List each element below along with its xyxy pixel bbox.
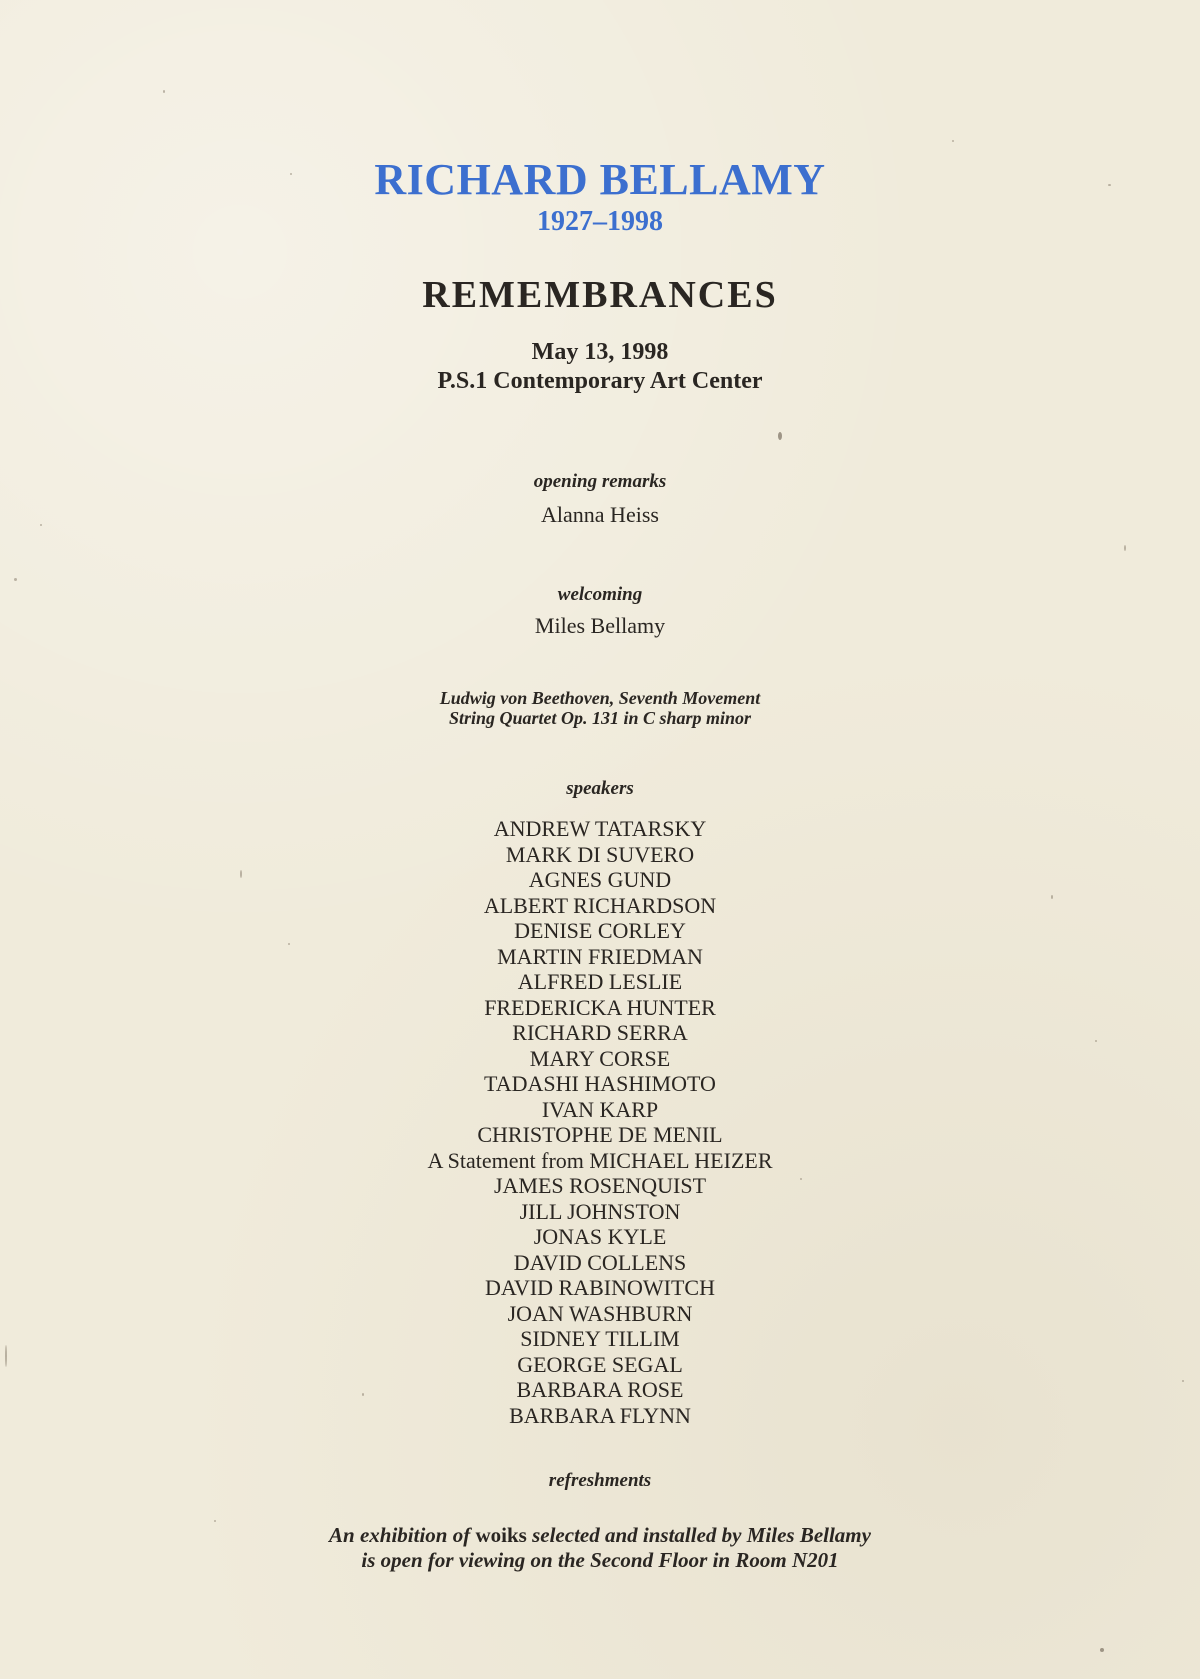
welcoming-person: Miles Bellamy <box>534 613 666 638</box>
speaker-name: MARY CORSE <box>529 1045 671 1071</box>
paper-fleck <box>778 432 782 440</box>
music-line-1: Ludwig von Beethoven, Seventh Movement <box>439 688 761 708</box>
exhibition-note-typo: woiks <box>475 1523 527 1547</box>
speaker-name: JILL JOHNSTON <box>519 1198 681 1224</box>
exhibition-note-part: selected and installed by Miles Bellamy <box>532 1523 871 1547</box>
music-line-2: String Quartet Op. 131 in C sharp minor <box>448 708 752 728</box>
honoree-name: RICHARD BELLAMY <box>374 155 826 204</box>
event-title: REMEMBRANCES <box>422 274 778 316</box>
speaker-name: GEORGE SEGAL <box>517 1351 683 1377</box>
speaker-name: DAVID RABINOWITCH <box>485 1275 715 1300</box>
opening-remarks-label: opening remarks <box>533 471 667 492</box>
speaker-name: MARTIN FRIEDMAN <box>497 943 703 969</box>
speaker-name: AGNES GUND <box>528 867 672 892</box>
speaker-name: JOAN WASHBURN <box>507 1300 693 1326</box>
speaker-name: BARBARA FLYNN <box>509 1402 691 1428</box>
event-date: May 13, 1998 <box>531 339 669 365</box>
speaker-name: RICHARD SERRA <box>512 1020 688 1045</box>
speaker-name: JONAS KYLE <box>533 1224 667 1249</box>
refreshments-label: refreshments <box>548 1470 652 1491</box>
speaker-name: DENISE CORLEY <box>514 918 686 943</box>
speaker-name: TADASHI HASHIMOTO <box>484 1071 716 1096</box>
paper-fleck <box>1124 545 1126 551</box>
music-piece <box>0 688 1200 728</box>
speaker-name: BARBARA ROSE <box>516 1377 684 1402</box>
speakers-list <box>0 816 1200 1428</box>
speaker-name: JAMES ROSENQUIST <box>493 1173 707 1198</box>
paper-fleck <box>1100 1648 1104 1652</box>
exhibition-note-line-1 <box>0 1523 1200 1548</box>
speaker-name: CHRISTOPHE DE MENIL <box>477 1122 723 1147</box>
event-venue: P.S.1 Contemporary Art Center <box>437 368 763 394</box>
speaker-name: FREDERICKA HUNTER <box>484 994 716 1020</box>
paper-fleck <box>163 90 165 93</box>
honoree-years: 1927–1998 <box>537 206 663 237</box>
speaker-name: IVAN KARP <box>541 1096 659 1122</box>
paper-fleck <box>214 1520 216 1522</box>
speakers-label: speakers <box>566 778 634 799</box>
speaker-name: A Statement from MICHAEL HEIZER <box>427 1147 773 1173</box>
opening-remarks-person: Alanna Heiss <box>541 502 659 527</box>
exhibition-note-line-2: is open for viewing on the Second Floor in Room N201 <box>361 1548 839 1572</box>
exhibition-note <box>0 1523 1200 1573</box>
speaker-name: SIDNEY TILLIM <box>520 1326 680 1351</box>
speaker-name: ANDREW TATARSKY <box>493 816 707 841</box>
speaker-name: ALFRED LESLIE <box>517 969 683 994</box>
paper-fleck <box>952 140 954 142</box>
exhibition-note-part: An exhibition of <box>329 1523 471 1547</box>
speaker-name: MARK DI SUVERO <box>505 841 695 867</box>
paper-fleck <box>14 578 17 581</box>
speaker-name: DAVID COLLENS <box>513 1249 687 1275</box>
welcoming-label: welcoming <box>557 584 643 605</box>
speaker-name: ALBERT RICHARDSON <box>483 892 717 918</box>
